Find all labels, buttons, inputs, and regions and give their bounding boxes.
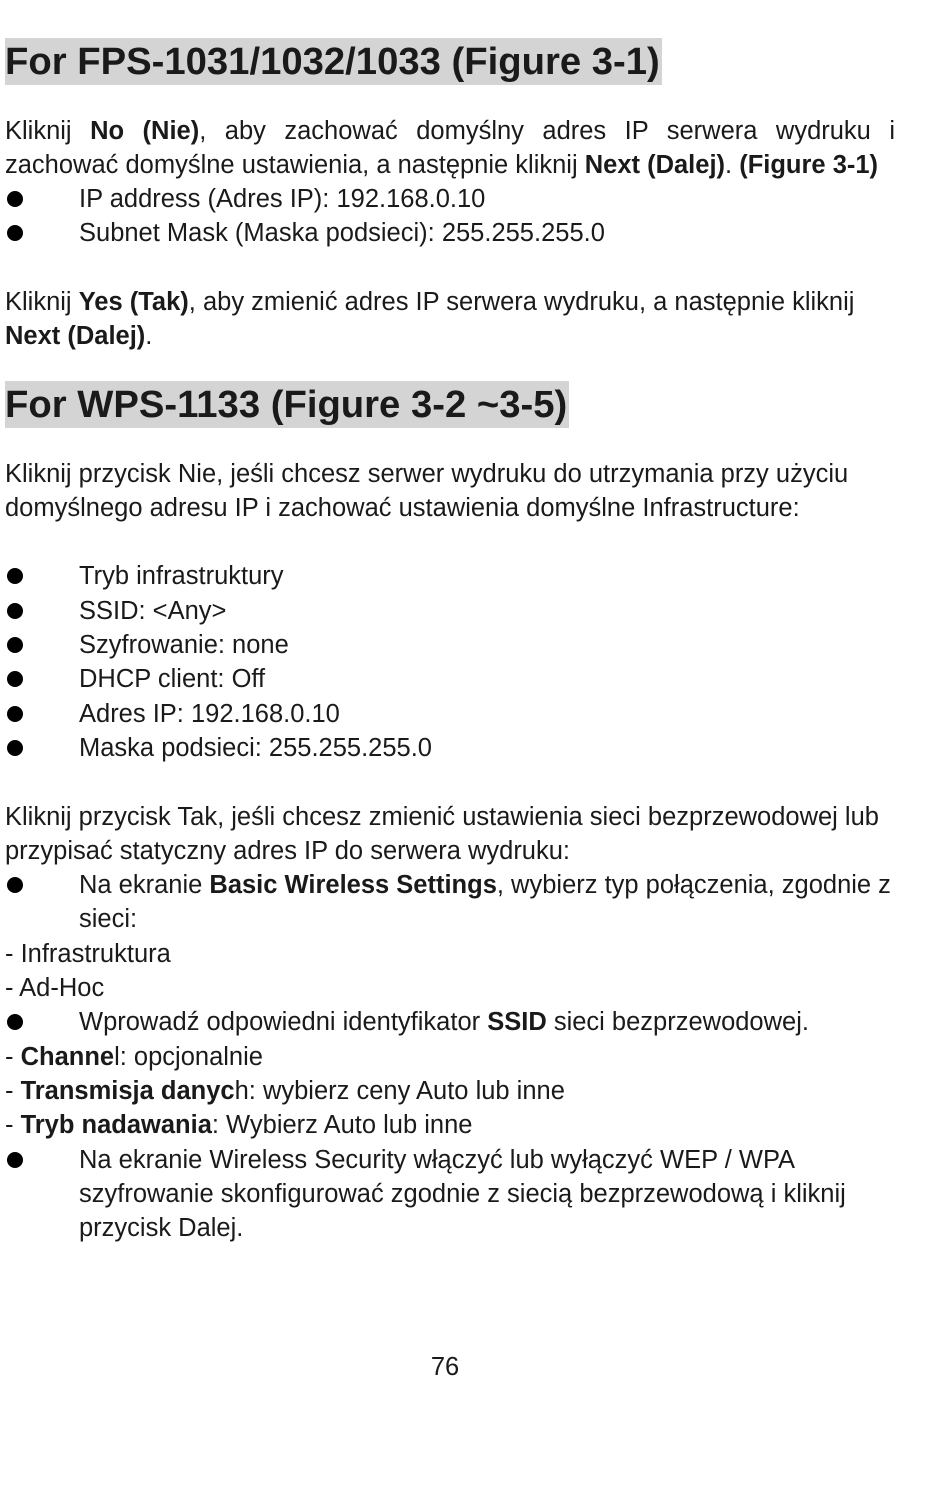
- list-item: Szyfrowanie: none: [5, 628, 895, 662]
- bullet-icon: [7, 1014, 23, 1030]
- wps-wireless-steps-2: [5, 1005, 895, 1039]
- dash-item-channel: - Channel: opcjonalnie: [5, 1042, 263, 1071]
- list-item: Tryb infrastruktury: [5, 559, 895, 593]
- bullet-icon: [7, 225, 23, 241]
- dash-item-adhoc: - Ad-Hoc: [5, 974, 105, 1003]
- list-item: DHCP client: Off: [5, 662, 895, 696]
- list-item: Adres IP: 192.168.0.10: [5, 697, 895, 731]
- paragraph-fps-change: Kliknij Yes (Tak), aby zmienić adres IP serwera wydruku, a następnie kliknij Next (Dalej).: [5, 288, 855, 351]
- list-item: Na ekranie Basic Wireless Settings, wybierz typ połączenia, zgodnie z sieci:: [5, 868, 895, 937]
- dash-item-infrastructure: - Infrastruktura: [5, 939, 171, 968]
- bullet-icon: [7, 877, 23, 893]
- bullet-icon: [7, 706, 23, 722]
- wps-wireless-steps-1: [5, 868, 895, 937]
- dash-item-transmission: - Transmisja danych: wybierz ceny Auto lub inne: [5, 1076, 565, 1105]
- fps-default-settings-list: [5, 182, 895, 251]
- dash-item-broadcast: - Tryb nadawania: Wybierz Auto lub inne: [5, 1111, 473, 1140]
- bullet-icon: [7, 740, 23, 756]
- bullet-icon: [7, 1152, 23, 1168]
- list-item: Na ekranie Wireless Security włączyć lub wyłączyć WEP / WPA szyfrowanie skonfigurować zgodnie z siecią bezprzewodową i kliknij przycisk Dalej.: [5, 1143, 895, 1246]
- wps-wireless-steps-3: [5, 1143, 895, 1246]
- wps-default-settings-list: [5, 559, 895, 765]
- bullet-icon: [7, 568, 23, 584]
- paragraph-fps-default: Kliknij No (Nie), aby zachować domyślny adres IP serwera wydruku i zachować domyślne ustawienia, a następnie kliknij Next (Dalej). (Figure 3-1): [5, 116, 895, 179]
- bullet-icon: [7, 191, 23, 207]
- section-heading-fps: For FPS-1031/1032/1033 (Figure 3-1): [5, 40, 660, 83]
- list-item: Maska podsieci: 255.255.255.0: [5, 731, 895, 765]
- list-item: IP address (Adres IP): 192.168.0.10: [5, 182, 895, 216]
- paragraph-wps-default: Kliknij przycisk Nie, jeśli chcesz serwer wydruku do utrzymania przy użyciu domyślnego adresu IP i zachować ustawienia domyślne Infrastructure:: [5, 459, 849, 522]
- bullet-icon: [7, 603, 23, 619]
- list-item: Subnet Mask (Maska podsieci): 255.255.255.0: [5, 216, 895, 250]
- page-content: [5, 40, 895, 1245]
- section-heading-wps: For WPS-1133 (Figure 3-2 ~3-5): [5, 382, 568, 426]
- bullet-icon: [7, 671, 23, 687]
- list-item: Wprowadź odpowiedni identyfikator SSID sieci bezprzewodowej.: [5, 1005, 895, 1039]
- page-number: 76: [430, 1353, 460, 1381]
- paragraph-wps-change: Kliknij przycisk Tak, jeśli chcesz zmienić ustawienia sieci bezprzewodowej lub przypisać statyczny adres IP do serwera wydruku:: [5, 802, 879, 865]
- list-item: SSID: <Any>: [5, 594, 895, 628]
- bullet-icon: [7, 637, 23, 653]
